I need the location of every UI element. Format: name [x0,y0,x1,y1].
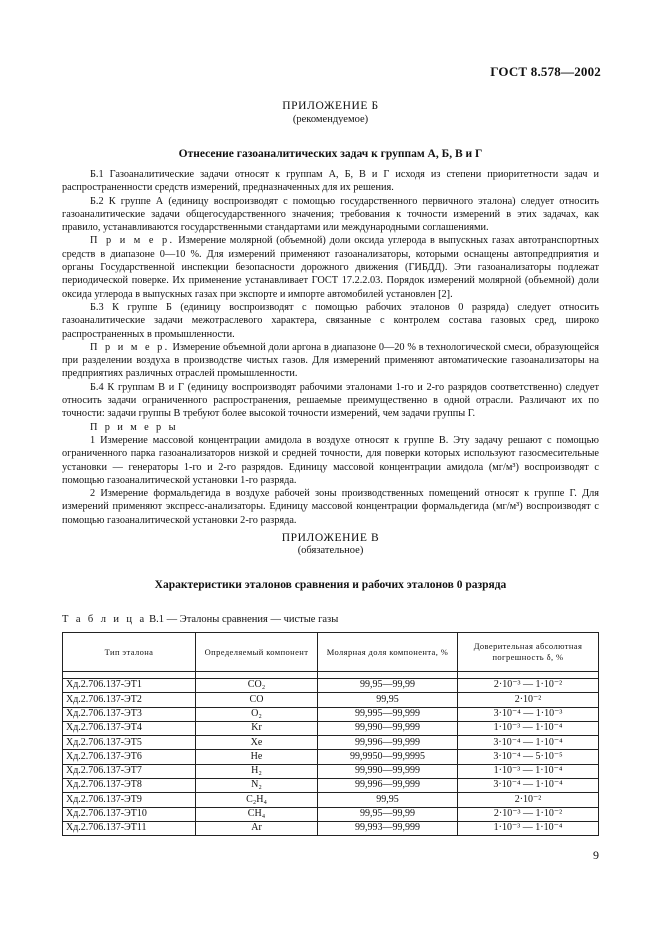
appendix-b-body [62,168,599,527]
table-caption-text: В.1 — Эталоны сравнения — чистые газы [146,614,339,625]
cell-error: 1·10⁻³ — 1·10⁻⁴ [458,721,599,735]
column-header-type: Тип эталона [63,633,196,672]
example-item-2: 2 Измерение формальдегида в воздухе рабочей зоны производственных помещений относят к группе Г. Для измерений применяют экспресс-анализаторы. Единицу массовой концентрации формальдегида (мг/м³) воспроизводят с помощью газоаналитической установки 2-го разряда. [62,488,599,526]
cell-component: Kr [196,721,318,735]
table-row [63,693,599,707]
cell-type: Хд.2.706.137-ЭТ2 [63,693,196,707]
cell-fraction: 99,995—99,999 [318,707,458,721]
paragraph-b3: Б.3 К группе Б (единицу воспроизводят с помощью рабочих эталонов 0 разряда) следует относить газоаналитические задачи межотраслевого характера, связанные с контролем состава газовых сред, широко распространенных в промышленности. [62,301,599,340]
table-caption [62,614,338,625]
table-row [63,679,599,693]
standards-table [62,632,599,836]
table-caption-label: Т а б л и ц а [62,614,147,625]
cell-type: Хд.2.706.137-ЭТ11 [63,821,196,835]
cell-error: 2·10⁻³ — 1·10⁻² [458,807,599,821]
cell-fraction: 99,996—99,999 [318,779,458,793]
example-b2 [62,234,599,300]
example-b3 [62,341,599,381]
cell-component: O₂ [196,707,318,721]
cell-fraction: 99,9950—99,9995 [318,750,458,764]
table-header-row [63,633,599,672]
table-row [63,736,599,750]
table-row [63,707,599,721]
cell-type: Хд.2.706.137-ЭТ4 [63,721,196,735]
cell-fraction: 99,95—99,99 [318,679,458,693]
cell-component: CO₂ [196,679,318,693]
cell-type: Хд.2.706.137-ЭТ7 [63,764,196,778]
page-number: 9 [593,848,599,862]
cell-component: CO [196,693,318,707]
cell-type: Хд.2.706.137-ЭТ10 [63,807,196,821]
cell-type: Хд.2.706.137-ЭТ9 [63,793,196,807]
cell-error: 2·10⁻² [458,793,599,807]
cell-error: 1·10⁻³ — 1·10⁻⁴ [458,764,599,778]
table-row [63,750,599,764]
cell-type: Хд.2.706.137-ЭТ1 [63,679,196,693]
paragraph-b2: Б.2 К группе А (единицу воспроизводят с помощью государственного первичного эталона) следует относить газоаналитические задачи общегосударственного значения; требования к точности измерений в этих задачах, как правило, устанавливаются государственными стандартами или международными соглашениями. [62,195,599,234]
cell-type: Хд.2.706.137-ЭТ6 [63,750,196,764]
cell-fraction: 99,990—99,999 [318,721,458,735]
example-label: П р и м е р. [90,341,170,353]
cell-error: 3·10⁻⁴ — 1·10⁻⁴ [458,779,599,793]
appendix-v-status: (обязательное) [297,545,364,556]
paragraph-b1: Б.1 Газоаналитические задачи относят к группам А, Б, В и Г исходя из степени приоритетности задач и распространенности средств измерений, предназначенных для их решения. [62,169,599,194]
cell-error: 1·10⁻³ — 1·10⁻⁴ [458,821,599,835]
paragraph-b4: Б.4 К группам В и Г (единицу воспроизводят рабочими эталонами 1-го и 2-го разрядов соответственно) следует относить задачи ограниченного распространения, решаемые преимущественно в одной отрасли. Различают их по точности: задачи группы В требуют более высокой точности измерений, чем задачи группы Г. [62,381,599,420]
column-header-fraction: Молярная доля компонента, % [318,633,458,672]
table-spacer-row [63,672,599,679]
example-text: Измерение объемной доли аргона в диапазоне 0—20 % в технологической смеси, образующейся при разделении воздуха в производстве чистых газов. Для измерений применяют автоматические газоанализаторы на предприятиях различных отраслей промышленности. [62,341,599,380]
appendix-b-heading: Отнесение газоаналитических задач к группам А, Б, В и Г [178,148,483,160]
cell-type: Хд.2.706.137-ЭТ5 [63,736,196,750]
appendix-v-title: ПРИЛОЖЕНИЕ В [281,532,380,544]
cell-type: Хд.2.706.137-ЭТ8 [63,779,196,793]
cell-fraction: 99,990—99,999 [318,764,458,778]
cell-fraction: 99,996—99,999 [318,736,458,750]
table-row [63,779,599,793]
example-item-1: 1 Измерение массовой концентрации амидола в воздухе относят к группе В. Эту задачу решают с помощью ограниченного парка газоанализаторов низкой и средней точности, для поверки которых используют газосмесительные установки — генераторы 1-го и 2-го разрядов. Единицу массовой концентрации амидола (мг/м³) воспроизводят с помощью газоаналитической установки 1-го разряда. [62,434,599,486]
column-header-error: Доверительная абсолютная погрешность δ, % [458,633,599,672]
table-row [63,807,599,821]
appendix-b-title: ПРИЛОЖЕНИЕ Б [282,100,379,112]
cell-component: Ar [196,821,318,835]
cell-fraction: 99,95 [318,693,458,707]
cell-component: Xe [196,736,318,750]
cell-fraction: 99,95 [318,793,458,807]
cell-component: H₂ [196,764,318,778]
table-row [63,721,599,735]
table-row [63,821,599,835]
cell-fraction: 99,993—99,999 [318,821,458,835]
examples-label: П р и м е р ы [90,421,178,433]
cell-error: 3·10⁻⁴ — 1·10⁻⁴ [458,736,599,750]
table-row [63,793,599,807]
cell-component: C₂H₄ [196,793,318,807]
example-label: П р и м е р. [90,235,175,247]
cell-error: 3·10⁻⁴ — 1·10⁻³ [458,707,599,721]
cell-error: 3·10⁻⁴ — 5·10⁻⁵ [458,750,599,764]
cell-fraction: 99,95—99,99 [318,807,458,821]
cell-component: CH₄ [196,807,318,821]
appendix-v-heading: Характеристики эталонов сравнения и рабочих эталонов 0 разряда [154,579,507,591]
cell-type: Хд.2.706.137-ЭТ3 [63,707,196,721]
column-header-component: Определяемый компонент [196,633,318,672]
cell-error: 2·10⁻² [458,693,599,707]
cell-component: He [196,750,318,764]
cell-error: 2·10⁻³ — 1·10⁻² [458,679,599,693]
example-text: Измерение молярной (объемной) доли оксида углерода в выпускных газах автотранспортных средств в диапазоне 0—10 %. Для измерений применяют газоанализаторы, которыми оснащены автопредприятия и органы Государственной инспекции безопасности дорожного движения (ГИБДД). Эти газоанализаторы подлежат периодической поверке. Их применение устанавливает ГОСТ 17.2.2.03. Порядок измерений молярной (объемной) доли оксида углерода в выпускных газах при экспорте и импорте автомобилей установлен [2]. [62,235,600,300]
standard-header: ГОСТ 8.578—2002 [490,64,601,79]
cell-component: N₂ [196,779,318,793]
appendix-b-status: (рекомендуемое) [292,114,369,125]
table-row [63,764,599,778]
